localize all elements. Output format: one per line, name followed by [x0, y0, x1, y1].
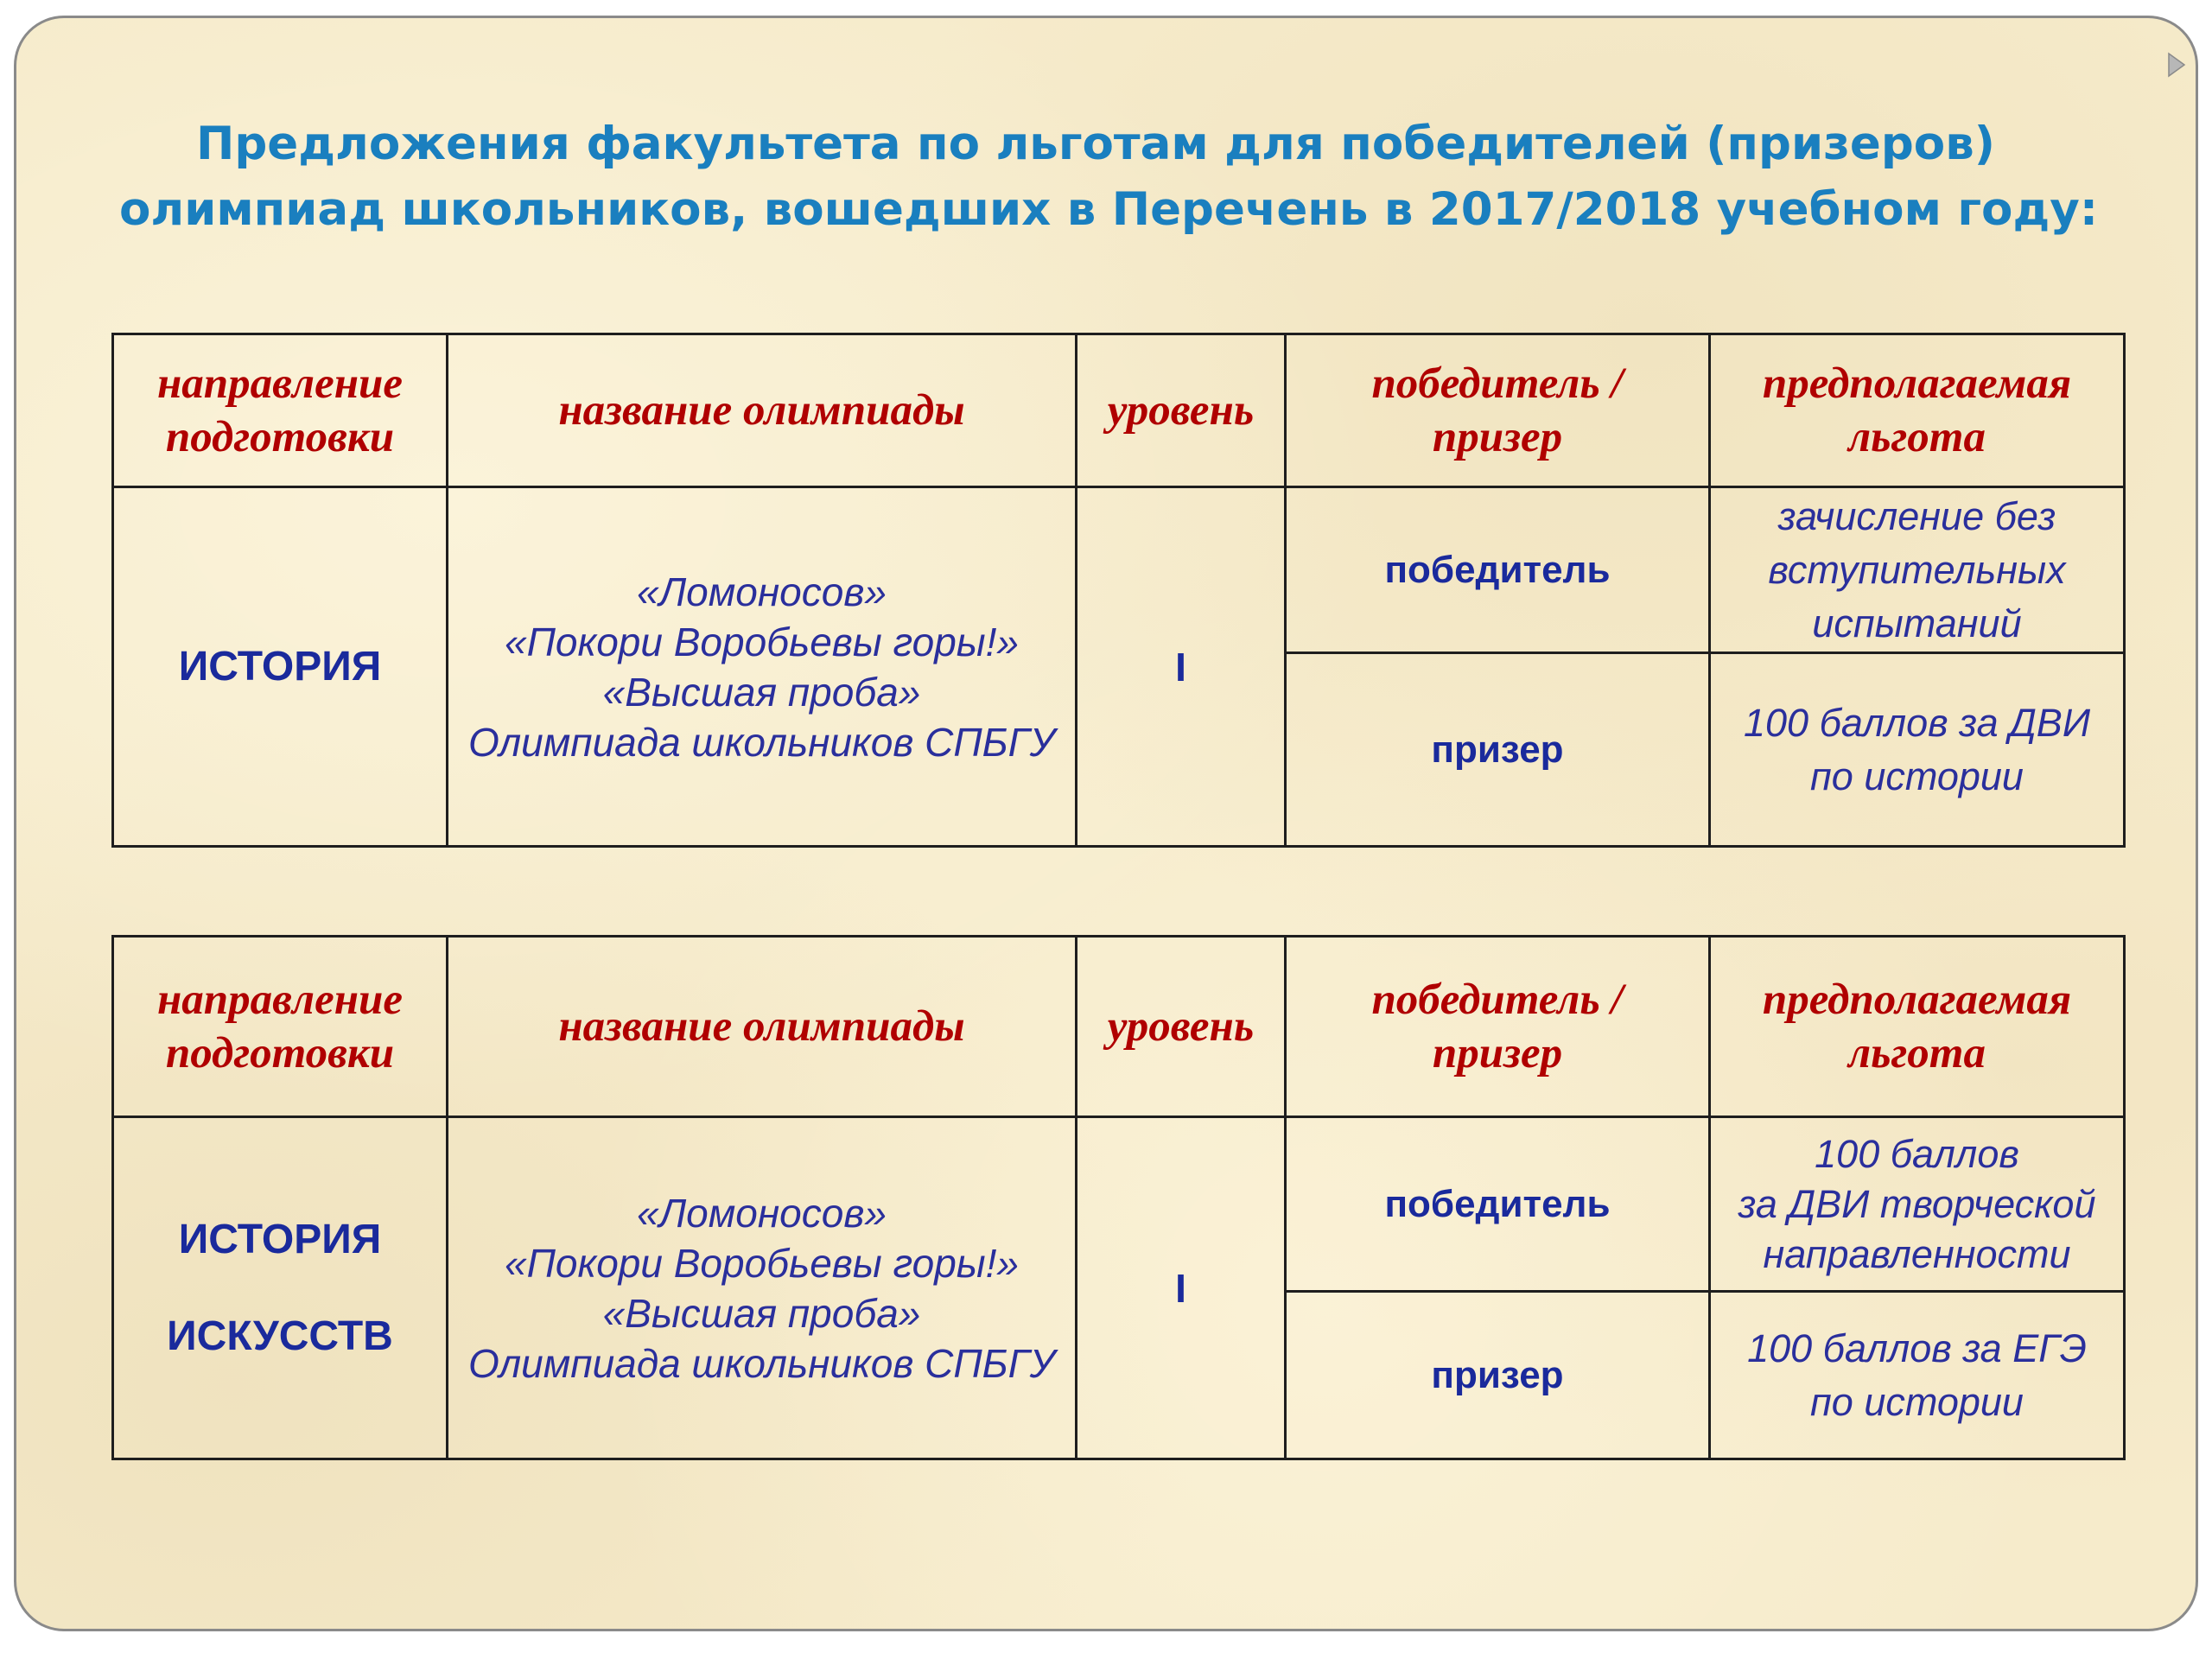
olympiad-list-cell: «Ломоносов» «Покори Воробьевы горы!» «Высшая проба» Олимпиада школьников СПБГУ — [448, 1117, 1077, 1459]
level-cell: I — [1077, 487, 1286, 847]
slide-title — [16, 111, 2198, 243]
header-status: победитель / призер — [1286, 937, 1710, 1117]
table-header-row — [113, 334, 2125, 487]
olympiad-table-history — [111, 333, 2126, 848]
direction-cell: ИСТОРИЯ — [113, 487, 448, 847]
title-line-2: олимпиад школьников, вошедших в Перечень в 2017/2018 учебном году: — [118, 183, 2099, 236]
benefit-winner: зачисление без вступительных испытаний — [1710, 487, 2125, 653]
header-direction: направление подготовки — [113, 937, 448, 1117]
benefit-winner: 100 баллов за ДВИ творческой направленности — [1710, 1117, 2125, 1292]
table-header-row — [113, 937, 2125, 1117]
header-olympiad: название олимпиады — [448, 937, 1077, 1117]
direction-cell: ИСТОРИЯ ИСКУССТВ — [113, 1117, 448, 1459]
table-row — [113, 487, 2125, 653]
benefit-prizewinner: 100 баллов за ЕГЭ по истории — [1710, 1292, 2125, 1459]
olympiad-table-art-history — [111, 935, 2126, 1460]
table-row — [113, 1117, 2125, 1292]
header-olympiad: название олимпиады — [448, 334, 1077, 487]
status-winner: победитель — [1286, 487, 1710, 653]
header-direction: направление подготовки — [113, 334, 448, 487]
header-benefit: предполагаемая льгота — [1710, 334, 2125, 487]
olympiad-list-cell: «Ломоносов» «Покори Воробьевы горы!» «Высшая проба» Олимпиада школьников СПБГУ — [448, 487, 1077, 847]
slide-corner-arrow-icon — [2167, 52, 2186, 78]
header-status: победитель / призер — [1286, 334, 1710, 487]
header-level: уровень — [1077, 334, 1286, 487]
status-winner: победитель — [1286, 1117, 1710, 1292]
slide — [14, 16, 2198, 1631]
title-line-1: Предложения факультета по льготам для победителей (призеров) — [196, 118, 1995, 170]
benefit-prizewinner: 100 баллов за ДВИ по истории — [1710, 653, 2125, 847]
status-prizewinner: призер — [1286, 1292, 1710, 1459]
status-prizewinner: призер — [1286, 653, 1710, 847]
header-benefit: предполагаемая льгота — [1710, 937, 2125, 1117]
header-level: уровень — [1077, 937, 1286, 1117]
level-cell: I — [1077, 1117, 1286, 1459]
